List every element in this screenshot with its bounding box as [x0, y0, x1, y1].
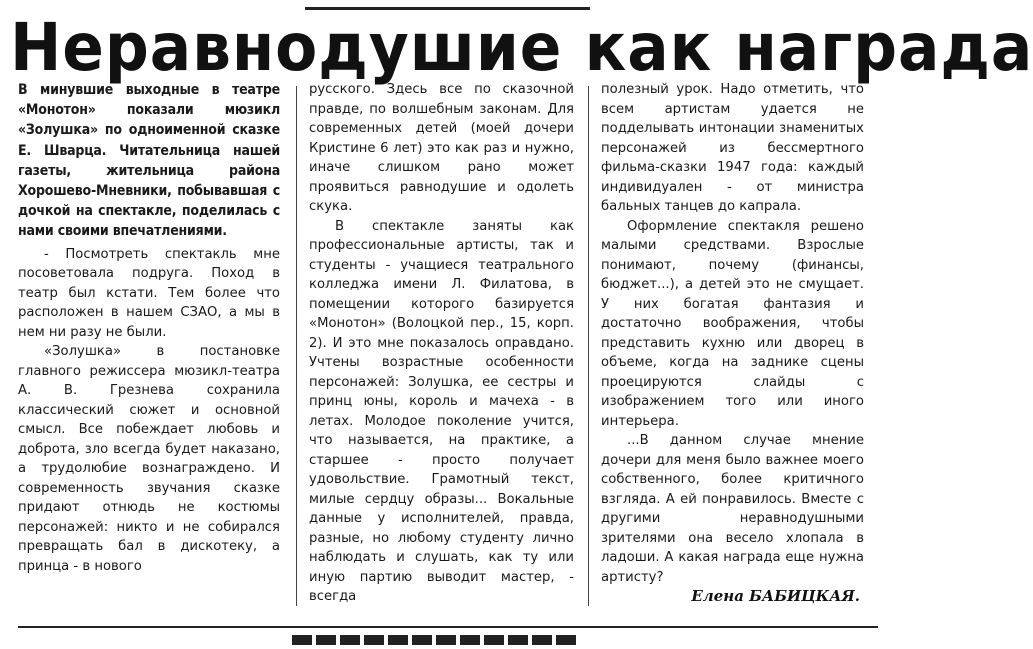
author-signature: Елена БАБИЦКАЯ.	[691, 587, 860, 605]
article-column-3	[601, 80, 864, 587]
paragraph: Оформление спектакля решено малыми средствами. Взрослые понимают, почему (финансы, бюджет...), а детей это не смущает. У них богатая фантазия и достаточно воображения, чтобы представить кухню или дворец в объеме, когда на заднике сцены проецируются слайды с изображением того или иного интерьера.	[601, 218, 864, 429]
next-headline-fragment	[292, 630, 592, 640]
paragraph: полезный урок. Надо отметить, что всем артистам удается не подделывать интонации знаменитых персонажей из бессмертного фильма-сказки 1947 года: каждый индивидуален - от министра бальных танцев до капрала.	[601, 82, 864, 214]
paragraph: «Золушка» в постановке главного режиссера мюзикл-театра А. В. Грезнева сохранила классический сюжет и основной смысл. Все побеждает любовь и доброта, зло всегда будет наказано, а трудолюбие вознаграждено. И современность звучания сказке придают отнюдь не костюмы персонажей: никто и не собирался превращать бал в дискотеку, а принца - в нового	[18, 344, 280, 574]
bottom-rule	[18, 626, 878, 628]
column-divider	[588, 86, 589, 606]
article-column-1	[18, 80, 280, 576]
article-column-2	[309, 80, 574, 607]
paragraph: ...В данном случае мнение дочери для меня было важнее моего собственного, более критичного взгляда. А ей понравилось. Вместе с другими неравнодушными зрителями она весело хлопала в ладоши. А какая награда еще нужна артисту?	[601, 433, 864, 585]
column-divider	[296, 86, 297, 606]
article-headline: Неравнодушие как награда	[10, 9, 1033, 86]
paragraph: - Посмотреть спектакль мне посоветовала подруга. Поход в театр был кстати. Тем более что расположен в нашем СЗАО, а мы в нем ни разу не были.	[18, 246, 280, 340]
paragraph: В спектакле заняты как профессиональные артисты, так и студенты - учащиеся театрального колледжа имени Л. Филатова, в помещении которого базируется «Монотон» (Волоцкой пер., 15, корп. 2). И это мне показалось оправдано. Учтены возрастные особенности персонажей: Золушка, ее сестры и принц юны, король и мачеха - в летах. Молодое поколение учится, что называется, на практике, а старшее - просто получает удовольствие. Грамотный текст, милые сердцу образы... Вокальные данные у исполнителей, правда, разные, но любому студенту лично наблюдать и слушать, как ту или иную партию выводит мастер, - всегда	[309, 218, 574, 604]
paragraph: русского. Здесь все по сказочной правде, по волшебным законам. Для современных детей (моей дочери Кристине 6 лет) это как раз и нужно, иначе слишком рано может проявиться равнодушие и одолеть скука.	[309, 82, 574, 214]
article-lead: В минувшие выходные в театре «Монотон» показали мюзикл «Золушка» по одноименной сказке Е. Шварца. Читательница нашей газеты, жительница района Хорошево-Мневники, побывавшая с дочкой на спектакле, поделилась с нами своими впечатлениями.	[18, 82, 280, 240]
